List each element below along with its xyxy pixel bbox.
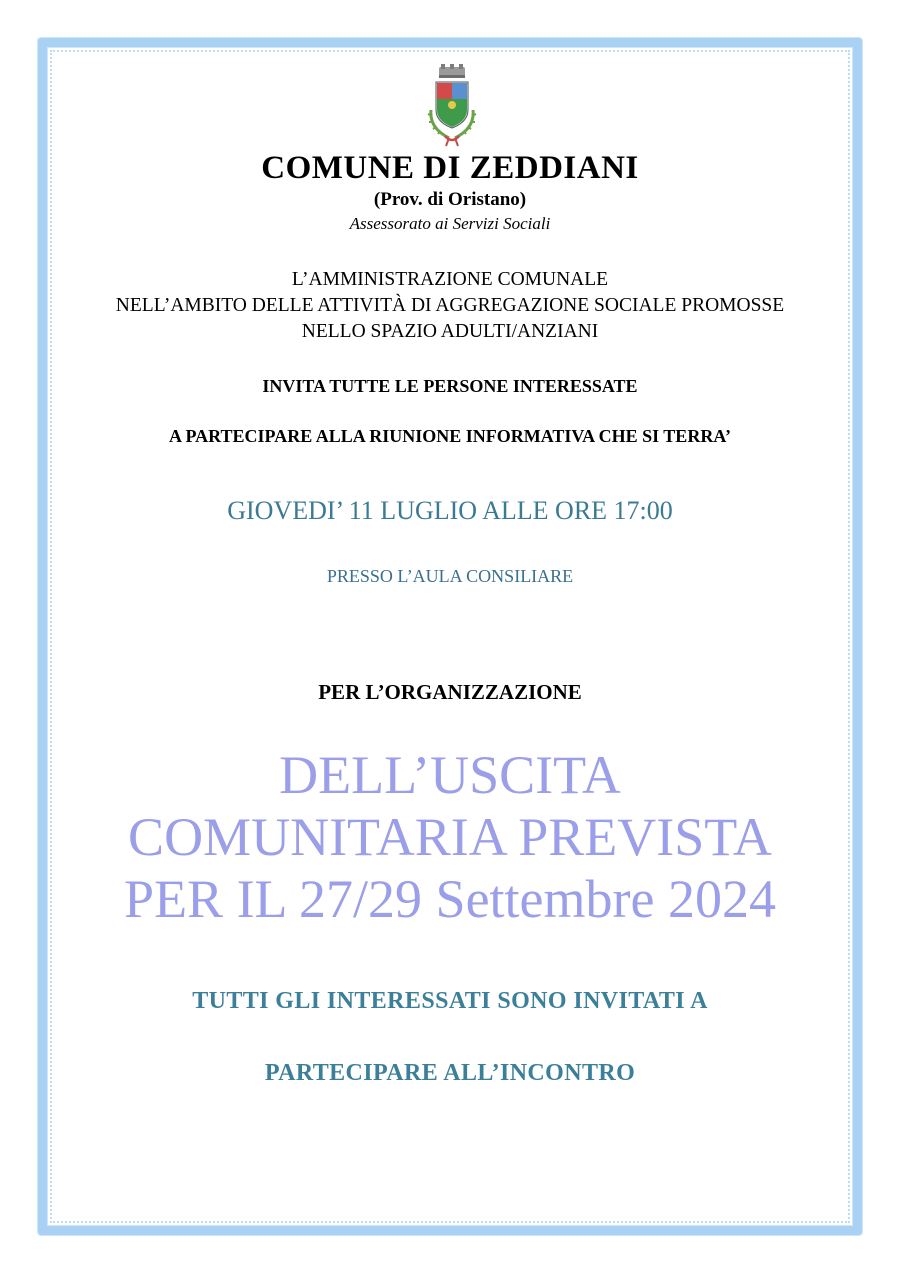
administration-line: NELLO SPAZIO ADULTI/ANZIANI	[301, 321, 599, 342]
administration-statement	[40, 267, 860, 345]
organization-heading: PER L’ORGANIZZAZIONE	[318, 680, 582, 704]
closing-invitation-2: PARTECIPARE ALL’INCONTRO	[264, 1060, 636, 1086]
administration-line: NELL’AMBITO DELLE ATTIVITÀ DI AGGREGAZIONE SOCIALE PROMOSSE	[115, 295, 785, 316]
trip-line: COMUNITARIA PREVISTA	[128, 807, 772, 867]
meeting-date-time: GIOVEDI’ 11 LUGLIO ALLE ORE 17:00	[227, 496, 673, 525]
coat-of-arms-icon	[423, 64, 481, 150]
administration-line: L’AMMINISTRAZIONE COMUNALE	[291, 269, 609, 290]
province-subtitle: (Prov. di Oristano)	[373, 189, 527, 210]
department-name: Assessorato ai Servizi Sociali	[349, 214, 551, 233]
trip-line: PER IL 27/29 Settembre 2024	[124, 869, 776, 929]
trip-announcement	[40, 744, 860, 930]
trip-line: DELL’USCITA	[279, 745, 621, 805]
meeting-location: PRESSO L’AULA CONSILIARE	[326, 566, 574, 586]
closing-invitation: TUTTI GLI INTERESSATI SONO INVITATI A	[192, 988, 708, 1014]
municipality-title: COMUNE DI ZEDDIANI	[261, 150, 639, 186]
meeting-announcement: A PARTECIPARE ALLA RIUNIONE INFORMATIVA CHE SI TERRA’	[169, 426, 731, 446]
invitation-line: INVITA TUTTE LE PERSONE INTERESSATE	[262, 376, 638, 396]
